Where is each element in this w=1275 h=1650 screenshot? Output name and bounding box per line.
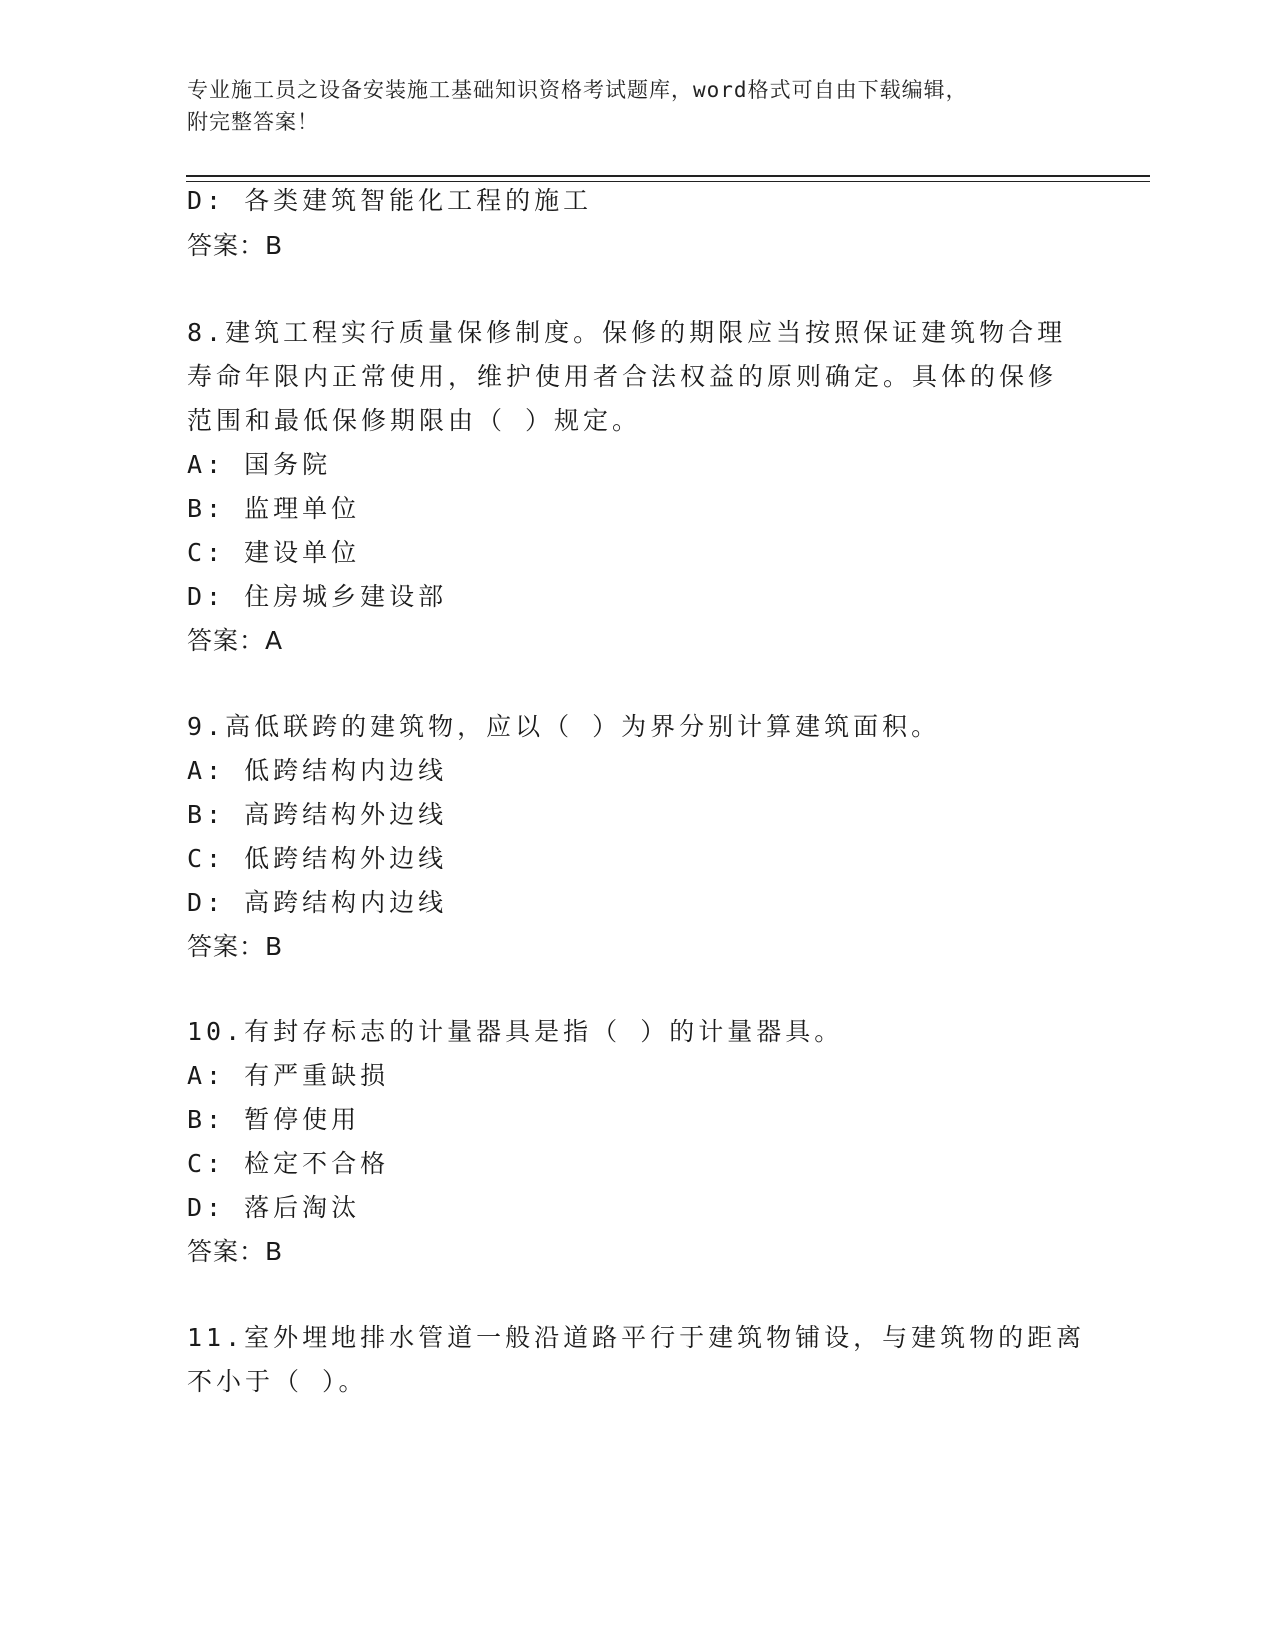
q8-option-d: D: 住房城乡建设部 [187,582,448,611]
q10-answer: 答案：B [187,1237,284,1266]
q8-text-line-1: 8.建筑工程实行质量保修制度。保修的期限应当按照保证建筑物合理 [187,318,1067,347]
q10-text-line-1: 10.有封存标志的计量器具是指（ ）的计量器具。 [187,1017,844,1046]
q8-option-c: C: 建设单位 [187,538,361,567]
q9-option-c: C: 低跨结构外边线 [187,844,448,873]
q9-text-line-1: 9.高低联跨的建筑物，应以（ ）为界分别计算建筑面积。 [187,712,941,741]
q8-answer: 答案：A [187,626,284,655]
q10-option-c: C: 检定不合格 [187,1149,390,1178]
q8-text-line-3: 范围和最低保修期限由（ ）规定。 [187,406,642,435]
q9-option-d: D: 高跨结构内边线 [187,888,448,917]
header-divider-thin [186,181,1150,182]
q9-option-b: B: 高跨结构外边线 [187,800,448,829]
q8-option-a: A: 国务院 [187,450,332,479]
page-header [187,74,1087,138]
header-line-1: 专业施工员之设备安装施工基础知识资格考试题库，word格式可自由下载编辑， [187,78,968,102]
q10-option-a: A: 有严重缺损 [187,1061,390,1090]
q7-option-d: D: 各类建筑智能化工程的施工 [187,186,593,215]
q11-text-line-1: 11.室外埋地排水管道一般沿道路平行于建筑物铺设，与建筑物的距离 [187,1323,1086,1352]
q9-answer: 答案：B [187,932,284,961]
header-divider-thick [186,175,1150,177]
q8-option-b: B: 监理单位 [187,494,361,523]
q7-answer: 答案：B [187,231,284,260]
q8-text-line-2: 寿命年限内正常使用，维护使用者合法权益的原则确定。具体的保修 [187,362,1058,391]
q9-option-a: A: 低跨结构内边线 [187,756,448,785]
header-line-2: 附完整答案！ [187,110,319,134]
q10-option-b: B: 暂停使用 [187,1105,361,1134]
q10-option-d: D: 落后淘汰 [187,1193,361,1222]
q11-text-line-2: 不小于（ ）。 [187,1367,368,1396]
